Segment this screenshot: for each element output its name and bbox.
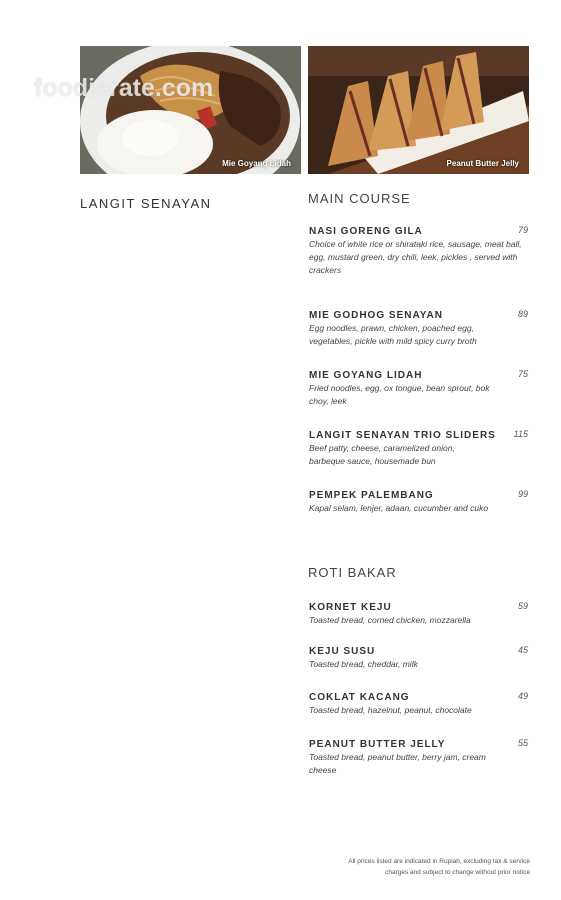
menu-item [309,601,528,627]
item-description: Fried noodles, egg, ox tongue, bean sprout, bok choy, leek [309,383,490,406]
photo-caption: Peanut Butter Jelly [446,159,519,168]
footnote-line: All prices listed are indicated in Rupiah, excluding tax & service [348,858,530,865]
item-price: 89 [517,309,528,319]
menu-item [309,369,528,408]
item-description: Kapal selam, lenjer, adaan, cucumber and cuko [309,503,489,513]
item-price: 99 [517,489,528,499]
menu-item [309,691,528,717]
restaurant-name: LANGIT SENAYAN [80,196,212,211]
item-description: Choice of white rice or shirataki rice, sausage, meat ball, egg, mustard green, dry chili, leek, pickles , served with crackers [309,239,522,275]
item-price: 49 [517,691,528,701]
item-description: Egg noodles, prawn, chicken, poached egg, vegetables, pickle with mild spicy curry broth [309,323,477,346]
photo-peanut-butter-jelly [308,46,529,174]
item-name: KEJU SUSU [309,646,376,657]
item-price: 55 [517,738,528,748]
menu-item [309,429,528,468]
item-price: 45 [517,645,528,655]
item-name: NASI GORENG GILA [309,226,423,237]
item-name: KORNET KEJU [309,602,392,613]
menu-item [309,645,528,671]
item-name: PEANUT BUTTER JELLY [309,739,446,750]
menu-item [309,738,528,777]
item-name: COKLAT KACANG [309,692,410,703]
menu-item [309,489,528,515]
item-description: Beef patty, cheese, caramelized onion, barbeque sauce, housemade bun [309,443,455,466]
item-price: 79 [517,225,528,235]
item-description: Toasted bread, cheddar, milk [309,659,418,669]
item-name: MIE GODHOG SENAYAN [309,310,443,321]
item-name: MIE GOYANG LIDAH [309,370,423,381]
item-name: LANGIT SENAYAN TRIO SLIDERS [309,430,496,441]
item-price: 115 [513,429,528,439]
item-description: Toasted bread, hazelnut, peanut, chocolate [309,705,472,715]
noodle-bowl-illustration [80,46,301,174]
item-price: 75 [517,369,528,379]
photo-mie-goyang-lidah [80,46,301,174]
menu-item [309,225,528,277]
photo-caption: Mie Goyang Lidah [222,159,291,168]
price-footnote [290,856,530,878]
item-name: PEMPEK PALEMBANG [309,490,434,501]
section-title-roti-bakar: ROTI BAKAR [308,565,397,580]
item-price: 59 [517,601,528,611]
item-description: Toasted bread, peanut butter, berry jam, cream cheese [309,752,486,775]
toast-illustration [308,46,529,174]
menu-item [309,309,528,348]
item-description: Toasted bread, corned chicken, mozzarella [309,615,471,625]
section-title-main-course: MAIN COURSE [308,191,411,206]
footnote-line: charges and subject to change without prior notice [385,869,530,876]
watermark: foodierate.com [34,74,214,102]
